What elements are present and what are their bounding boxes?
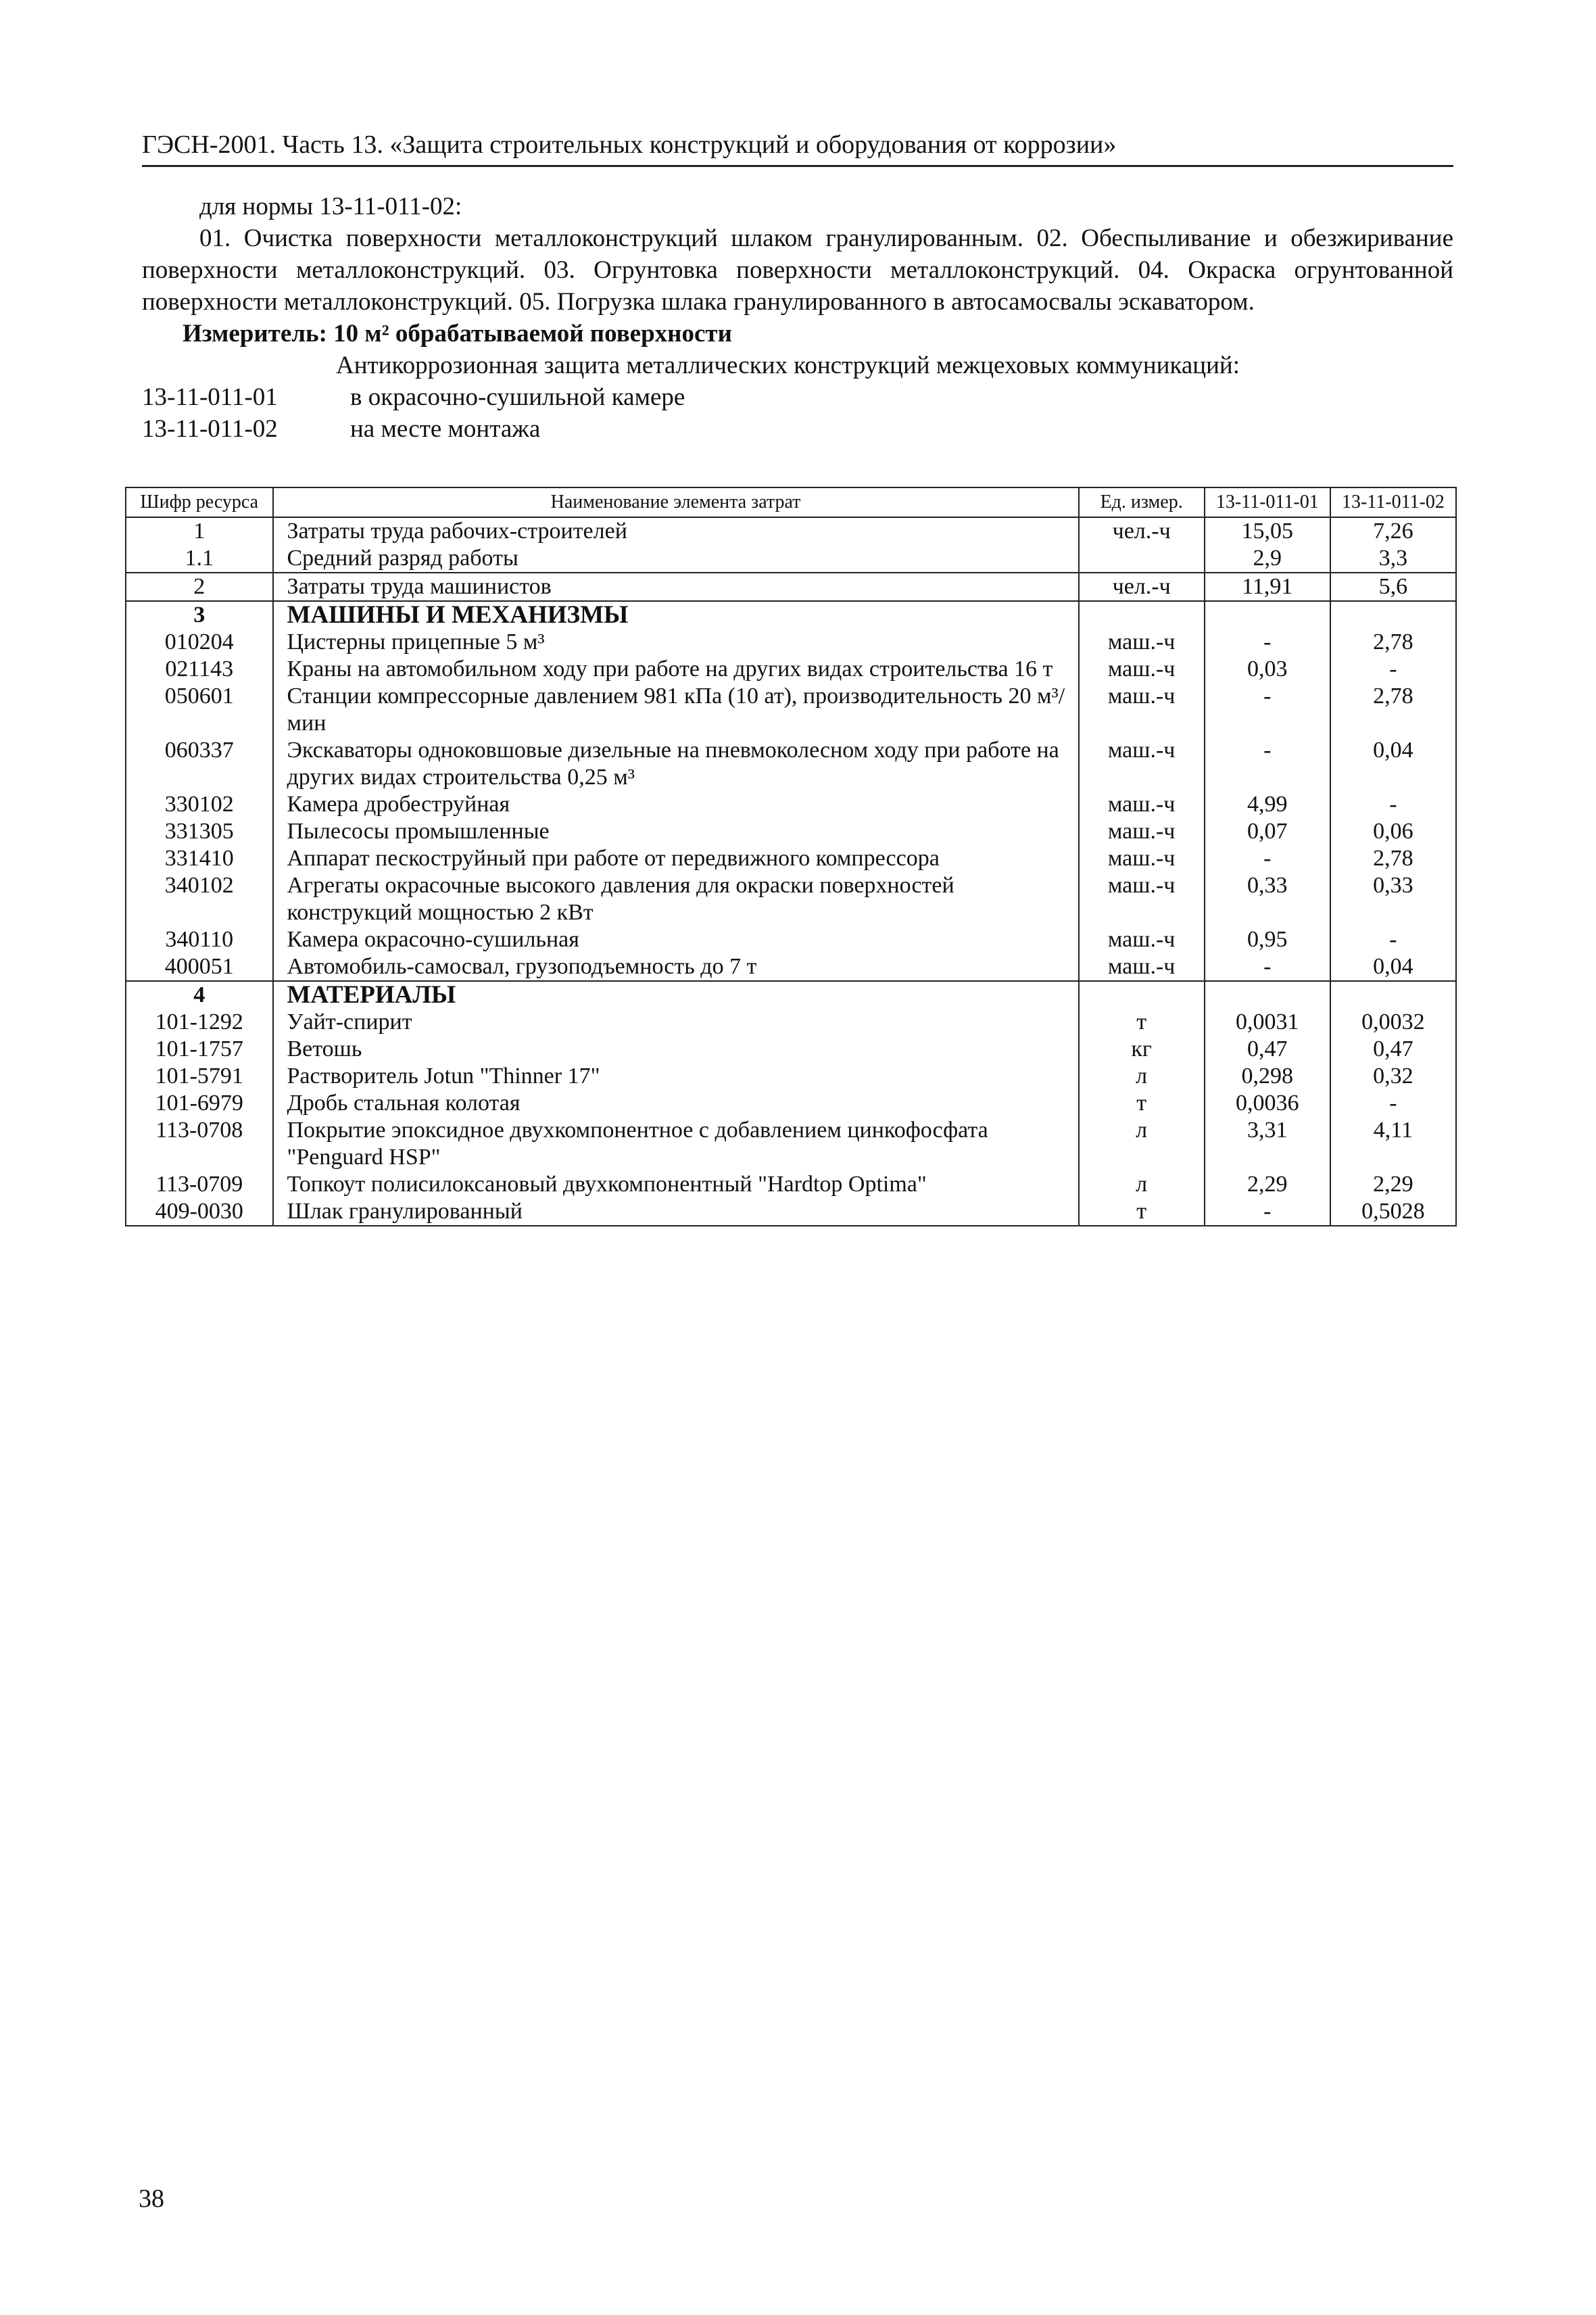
cell-unit: т	[1079, 1090, 1205, 1117]
cell-code: 3	[126, 601, 273, 629]
cell-code: 060337	[126, 737, 273, 791]
cell-value-col2: 7,26	[1330, 517, 1456, 545]
page-number: 38	[139, 2185, 164, 2213]
table-row	[126, 545, 1456, 573]
cell-unit: чел.-ч	[1079, 517, 1205, 545]
cell-value-col1: 0,47	[1205, 1036, 1330, 1063]
cell-unit	[1079, 545, 1205, 573]
cell-name: МАШИНЫ И МЕХАНИЗМЫ	[273, 601, 1079, 629]
cell-unit: чел.-ч	[1079, 573, 1205, 601]
cell-value-col1	[1205, 601, 1330, 629]
cell-name: Экскаваторы одноковшовые дизельные на пневмоколесном ходу при работе на других видах строительства 0,25 м³	[273, 737, 1079, 791]
table-row	[126, 683, 1456, 737]
cell-name: Камера окрасочно-сушильная	[273, 926, 1079, 953]
cell-value-col2: 0,0032	[1330, 1009, 1456, 1036]
cell-value-col2: 0,32	[1330, 1063, 1456, 1090]
cell-value-col2: -	[1330, 656, 1456, 683]
table-row	[126, 872, 1456, 926]
cell-value-col1: 0,07	[1205, 818, 1330, 845]
cell-code: 400051	[126, 953, 273, 981]
cell-name: Камера дробеструйная	[273, 791, 1079, 818]
cell-name: Агрегаты окрасочные высокого давления для окраски поверхностей конструкций мощностью 2 кВт	[273, 872, 1079, 926]
cell-code: 101-6979	[126, 1090, 273, 1117]
table-row	[126, 791, 1456, 818]
cell-name: Аппарат пескоструйный при работе от передвижного компрессора	[273, 845, 1079, 872]
cell-code: 010204	[126, 629, 273, 656]
header-col1: 13-11-011-01	[1205, 487, 1330, 517]
cell-name: Дробь стальная колотая	[273, 1090, 1079, 1117]
cell-value-col2: 3,3	[1330, 545, 1456, 573]
cell-code: 101-1757	[126, 1036, 273, 1063]
cell-name: Топкоут полисилоксановый двухкомпонентный "Hardtop Optima"	[273, 1171, 1079, 1198]
cell-unit: маш.-ч	[1079, 926, 1205, 953]
header-unit: Ед. измер.	[1079, 487, 1205, 517]
resource-table	[125, 487, 1457, 1226]
norm-line	[142, 413, 1453, 445]
cell-code: 409-0030	[126, 1198, 273, 1226]
cell-value-col1: 0,33	[1205, 872, 1330, 926]
norm-line	[142, 381, 1453, 413]
cell-code: 330102	[126, 791, 273, 818]
cell-value-col1: 3,31	[1205, 1117, 1330, 1171]
cell-unit: кг	[1079, 1036, 1205, 1063]
cell-name: Шлак гранулированный	[273, 1198, 1079, 1226]
cell-value-col1: 4,99	[1205, 791, 1330, 818]
cell-value-col1: 0,0036	[1205, 1090, 1330, 1117]
table-row	[126, 1009, 1456, 1036]
cell-code: 331410	[126, 845, 273, 872]
norm-label: на месте монтажа	[350, 415, 541, 443]
cell-code: 1	[126, 517, 273, 545]
cell-value-col2: 0,04	[1330, 737, 1456, 791]
table-row	[126, 737, 1456, 791]
cell-code: 4	[126, 981, 273, 1009]
cell-unit	[1079, 601, 1205, 629]
cell-value-col2: -	[1330, 1090, 1456, 1117]
cell-name: Ветошь	[273, 1036, 1079, 1063]
cell-unit: л	[1079, 1171, 1205, 1198]
cell-code: 113-0708	[126, 1117, 273, 1171]
cell-value-col2: 2,78	[1330, 683, 1456, 737]
cell-unit: маш.-ч	[1079, 953, 1205, 981]
cell-value-col1: -	[1205, 629, 1330, 656]
table-row	[126, 845, 1456, 872]
table-row	[126, 818, 1456, 845]
cell-value-col1: 0,03	[1205, 656, 1330, 683]
header-col2: 13-11-011-02	[1330, 487, 1456, 517]
intro-block	[142, 191, 1453, 445]
cell-value-col2	[1330, 601, 1456, 629]
cell-name: Растворитель Jotun "Thinner 17"	[273, 1063, 1079, 1090]
table-row	[126, 1090, 1456, 1117]
table-row	[126, 981, 1456, 1009]
cell-value-col1: 2,9	[1205, 545, 1330, 573]
cell-value-col1: 0,298	[1205, 1063, 1330, 1090]
cell-value-col1: 2,29	[1205, 1171, 1330, 1198]
table-row	[126, 1036, 1456, 1063]
cell-code: 340110	[126, 926, 273, 953]
cell-code: 340102	[126, 872, 273, 926]
cell-unit	[1079, 981, 1205, 1009]
cell-value-col1: -	[1205, 1198, 1330, 1226]
cell-value-col1: -	[1205, 683, 1330, 737]
table-body	[126, 517, 1456, 1226]
cell-unit: л	[1079, 1063, 1205, 1090]
cell-value-col2: 0,04	[1330, 953, 1456, 981]
cell-value-col2: -	[1330, 926, 1456, 953]
norm-code: 13-11-011-01	[142, 383, 278, 411]
cell-code: 113-0709	[126, 1171, 273, 1198]
cell-code: 101-1292	[126, 1009, 273, 1036]
cell-name: Станции компрессорные давлением 981 кПа (10 ат), производительность 20 м³/мин	[273, 683, 1079, 737]
cell-name: Затраты труда машинистов	[273, 573, 1079, 601]
work-list-paragraph: 01. Очистка поверхности металлоконструкций шлаком гранулированным. 02. Обеспыливание и обезжиривание поверхности металлоконструкций. 03. Огрунтовка поверхности металлоконструкций. 04. Окраска огрунтованной поверхности металлоконструкций. 05. Погрузка шлака гранулированного в автосамосвалы эскаватором.	[142, 224, 1453, 316]
cell-unit: маш.-ч	[1079, 791, 1205, 818]
cell-name: Автомобиль-самосвал, грузоподъемность до 7 т	[273, 953, 1079, 981]
norm-code: 13-11-011-02	[142, 415, 278, 443]
cell-value-col1: 11,91	[1205, 573, 1330, 601]
cell-value-col2: 5,6	[1330, 573, 1456, 601]
norm-label: в окрасочно-сушильной камере	[350, 383, 685, 411]
table-row	[126, 517, 1456, 545]
cell-value-col2	[1330, 981, 1456, 1009]
cell-code: 101-5791	[126, 1063, 273, 1090]
table-row	[126, 1198, 1456, 1226]
table-header-row	[126, 487, 1456, 517]
cell-code: 2	[126, 573, 273, 601]
cell-value-col2: 0,47	[1330, 1036, 1456, 1063]
running-header: ГЭСН-2001. Часть 13. «Защита строительных конструкций и оборудования от коррозии»	[142, 128, 1453, 167]
table-row	[126, 1063, 1456, 1090]
table-row	[126, 656, 1456, 683]
cell-unit: маш.-ч	[1079, 845, 1205, 872]
cell-name: Краны на автомобильном ходу при работе на других видах строительства 16 т	[273, 656, 1079, 683]
measure-unit: Измеритель: 10 м² обрабатываемой поверхности	[183, 320, 732, 348]
cell-name: Цистерны прицепные 5 м³	[273, 629, 1079, 656]
cell-unit: маш.-ч	[1079, 629, 1205, 656]
cell-value-col2: 0,06	[1330, 818, 1456, 845]
cell-value-col1	[1205, 981, 1330, 1009]
cell-name: МАТЕРИАЛЫ	[273, 981, 1079, 1009]
cell-value-col1: -	[1205, 953, 1330, 981]
table-row	[126, 573, 1456, 601]
cell-value-col2: 0,33	[1330, 872, 1456, 926]
table-heading: Антикоррозионная защита металлических конструкций межцеховых коммуникаций:	[336, 352, 1240, 379]
cell-value-col2: 2,78	[1330, 629, 1456, 656]
cell-unit: т	[1079, 1198, 1205, 1226]
cell-unit: маш.-ч	[1079, 737, 1205, 791]
cell-name: Затраты труда рабочих-строителей	[273, 517, 1079, 545]
cell-value-col2: 4,11	[1330, 1117, 1456, 1171]
cell-value-col1: 15,05	[1205, 517, 1330, 545]
cell-value-col1: 0,0031	[1205, 1009, 1330, 1036]
cell-value-col2: 2,29	[1330, 1171, 1456, 1198]
cell-value-col1: 0,95	[1205, 926, 1330, 953]
cell-unit: маш.-ч	[1079, 656, 1205, 683]
table-row	[126, 953, 1456, 981]
norm-reference: для нормы 13-11-011-02:	[199, 193, 462, 220]
cell-unit: л	[1079, 1117, 1205, 1171]
table-row	[126, 926, 1456, 953]
cell-code: 1.1	[126, 545, 273, 573]
table-row	[126, 1171, 1456, 1198]
cell-unit: маш.-ч	[1079, 683, 1205, 737]
cell-unit: маш.-ч	[1079, 818, 1205, 845]
cell-value-col2: -	[1330, 791, 1456, 818]
table-row	[126, 1117, 1456, 1171]
cell-value-col2: 2,78	[1330, 845, 1456, 872]
cell-name: Уайт-спирит	[273, 1009, 1079, 1036]
header-code: Шифр ресурса	[126, 487, 273, 517]
table-row	[126, 629, 1456, 656]
cell-value-col1: -	[1205, 845, 1330, 872]
header-name: Наименование элемента затрат	[273, 487, 1079, 517]
cell-code: 021143	[126, 656, 273, 683]
cell-code: 331305	[126, 818, 273, 845]
cell-name: Покрытие эпоксидное двухкомпонентное с добавлением цинкофосфата "Penguard HSP"	[273, 1117, 1079, 1171]
cell-unit: маш.-ч	[1079, 872, 1205, 926]
cell-name: Средний разряд работы	[273, 545, 1079, 573]
table-row	[126, 601, 1456, 629]
cell-unit: т	[1079, 1009, 1205, 1036]
cell-code: 050601	[126, 683, 273, 737]
cell-value-col2: 0,5028	[1330, 1198, 1456, 1226]
cell-name: Пылесосы промышленные	[273, 818, 1079, 845]
cell-value-col1: -	[1205, 737, 1330, 791]
